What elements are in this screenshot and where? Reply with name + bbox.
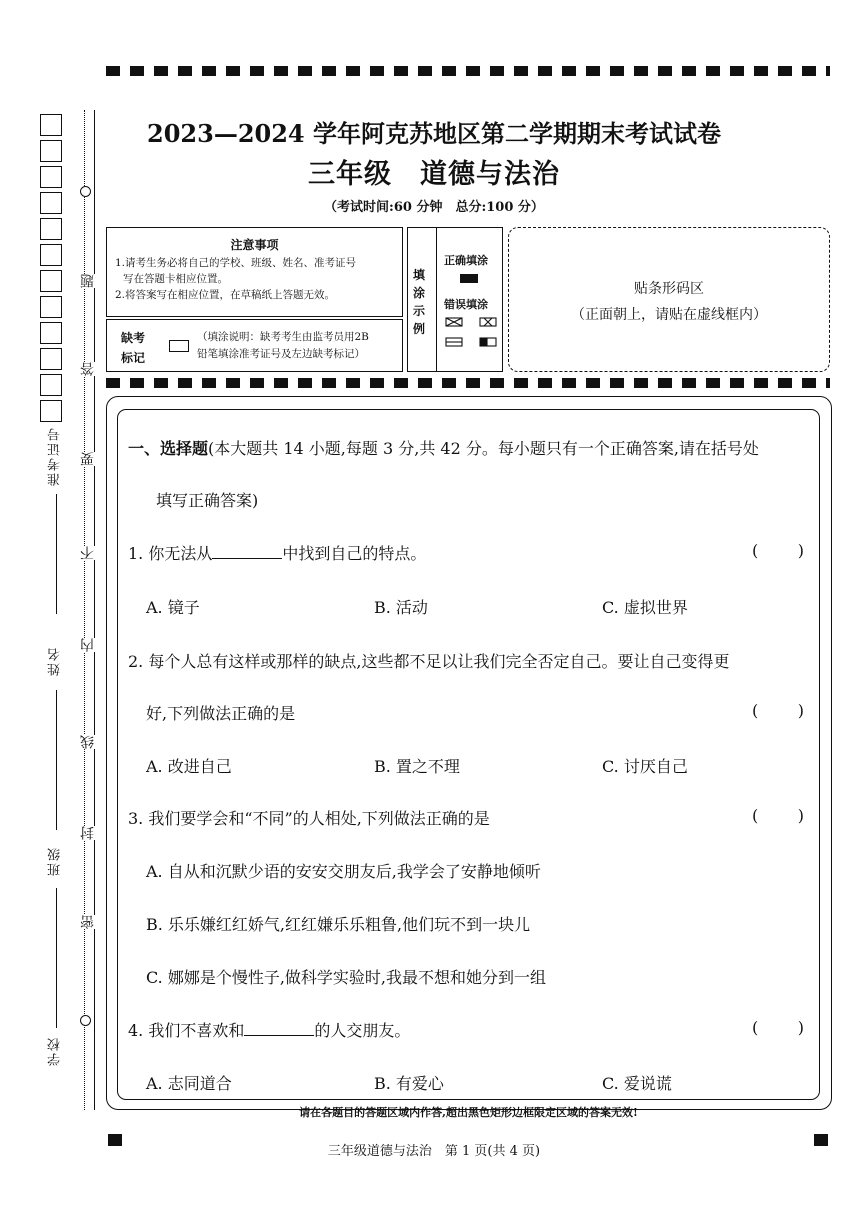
question-2-answer-paren[interactable] [752,701,804,720]
paren-right: ) [797,701,804,720]
binding-char: 不 [80,546,96,560]
correct-fill-label: 正确填涂 [444,254,488,267]
wrong-fill-samples [444,316,500,350]
page-number: 三年级道德与法治 第 1 页(共 4 页) [327,1144,541,1159]
question-3-answer-paren[interactable] [752,806,804,825]
question-4-option-a[interactable]: A. 志同道合 [146,1074,232,1093]
notice-line: 2.将答案写在相应位置，在草稿纸上答题无效。 [115,289,336,301]
binding-char: 线 [80,735,96,749]
exam-number-label: 准考证号 [48,426,63,486]
binding-line-dotted [84,110,85,1110]
notice-line: 1.请考生务必将自己的学校、班级、姓名、准考证号 [115,257,357,269]
exam-title: 2023—2024 学年阿克苏地区第二学期期末考试试卷 [147,119,721,148]
binding-char: 题 [80,274,96,288]
exam-number-box[interactable] [40,400,62,422]
notice-box [106,227,403,317]
paren-left: ( [752,806,759,825]
section-heading-bold: 一、选择题 [128,439,209,458]
question-2-option-b[interactable]: B. 置之不理 [374,757,460,776]
class-line[interactable] [56,888,57,1028]
barcode-area [508,227,830,372]
binding-line-solid [94,110,95,1110]
question-3-option-a[interactable]: A. 自从和沉默少语的安安交朋友后,我学会了安静地倾听 [146,862,541,881]
question-2-stem-line2: 好,下列做法正确的是 [146,704,296,723]
section-heading [128,436,818,459]
absent-label-line: 缺考 [121,331,146,345]
question-1-option-c[interactable]: C. 虚拟世界 [602,598,688,617]
paren-right: ) [797,1018,804,1037]
name-line[interactable] [56,690,57,830]
middle-dashed-border [106,378,830,388]
absent-mark-box [106,319,403,372]
question-4-option-b[interactable]: B. 有爱心 [374,1074,444,1093]
section-heading-line2: 填写正确答案) [156,491,259,510]
exam-number-box[interactable] [40,244,62,266]
question-3-stem: 3. 我们要学会和“不同”的人相处,下列做法正确的是 [128,809,490,828]
question-4-option-c[interactable]: C. 爱说谎 [602,1074,672,1093]
binding-char: 密 [80,915,96,929]
absent-checkbox[interactable] [169,340,189,352]
notice-title: 注意事项 [230,238,279,252]
binding-char: 封 [80,826,96,840]
exam-number-box[interactable] [40,270,62,292]
question-1-stem [128,541,426,564]
paren-left: ( [752,701,759,720]
notice-line: 写在答题卡相应位置。 [123,273,228,285]
exam-number-box[interactable] [40,322,62,344]
question-1-text: 中找到自己的特点。 [282,544,427,563]
question-1-option-b[interactable]: B. 活动 [374,598,428,617]
correct-fill-sample [460,274,478,283]
top-dashed-border [106,66,830,76]
question-1-answer-paren[interactable] [752,541,804,560]
question-1-text: 1. 你无法从 [128,544,213,563]
wrong-fill-label: 错误填涂 [444,298,488,311]
fill-example-label: 填涂示例 [413,268,426,336]
class-label: 班级 [48,846,63,876]
question-2-option-c[interactable]: C. 讨厌自己 [602,757,688,776]
paren-right: ) [797,541,804,560]
exam-number-box[interactable] [40,348,62,370]
question-1-blank[interactable] [212,544,282,559]
paren-right: ) [797,806,804,825]
question-2-option-a[interactable]: A. 改进自己 [146,757,232,776]
school-label: 学校 [48,1036,63,1066]
question-4-blank[interactable] [244,1021,314,1036]
exam-number-box[interactable] [40,218,62,240]
barcode-title: 贴条形码区 [634,281,704,297]
absent-note-line: 铅笔填涂准考证号及左边缺考标记） [197,348,365,360]
question-2-stem-line1: 2. 每个人总有这样或那样的缺点,这些都不足以让我们完全否定自己。要让自己变得更 [128,652,730,671]
binding-char: 要 [80,452,96,466]
question-4-stem [128,1018,410,1041]
exam-number-box[interactable] [40,296,62,318]
paren-left: ( [752,541,759,560]
name-label: 姓名 [48,646,63,676]
absent-note-line: （填涂说明：缺考考生由监考员用2B [197,331,369,343]
binding-char: 答 [80,362,96,376]
section-heading-text: (本大题共 14 小题,每题 3 分,共 42 分。每小题只有一个正确答案,请在括号处 [208,439,759,458]
question-1-option-a[interactable]: A. 镜子 [146,598,200,617]
fill-example-box [407,227,503,372]
exam-number-line[interactable] [56,494,57,614]
question-4-text: 的人交朋友。 [314,1021,411,1040]
binding-char: 内 [80,638,96,652]
paren-left: ( [752,1018,759,1037]
question-4-answer-paren[interactable] [752,1018,804,1037]
absent-label [121,328,145,368]
binding-circle-bottom [80,1015,91,1026]
barcode-note: （正面朝上，请贴在虚线框内） [571,307,767,323]
answer-area-warning: 请在各题目的答题区域内作答,超出黑色矩形边框限定区域的答案无效! [299,1106,638,1119]
exam-info: （考试时间:60 分钟 总分:100 分） [324,200,544,215]
exam-number-box[interactable] [40,374,62,396]
question-3-option-b[interactable]: B. 乐乐嫌红红娇气,红红嫌乐乐粗鲁,他们玩不到一块儿 [146,915,531,934]
fill-example-divider [436,228,437,371]
exam-subtitle: 三年级 道德与法治 [308,159,560,190]
absent-label-line: 标记 [121,351,146,365]
question-3-option-c[interactable]: C. 娜娜是个慢性子,做科学实验时,我最不想和她分到一组 [146,968,547,987]
question-4-text: 4. 我们不喜欢和 [128,1021,245,1040]
absent-note [197,329,369,363]
